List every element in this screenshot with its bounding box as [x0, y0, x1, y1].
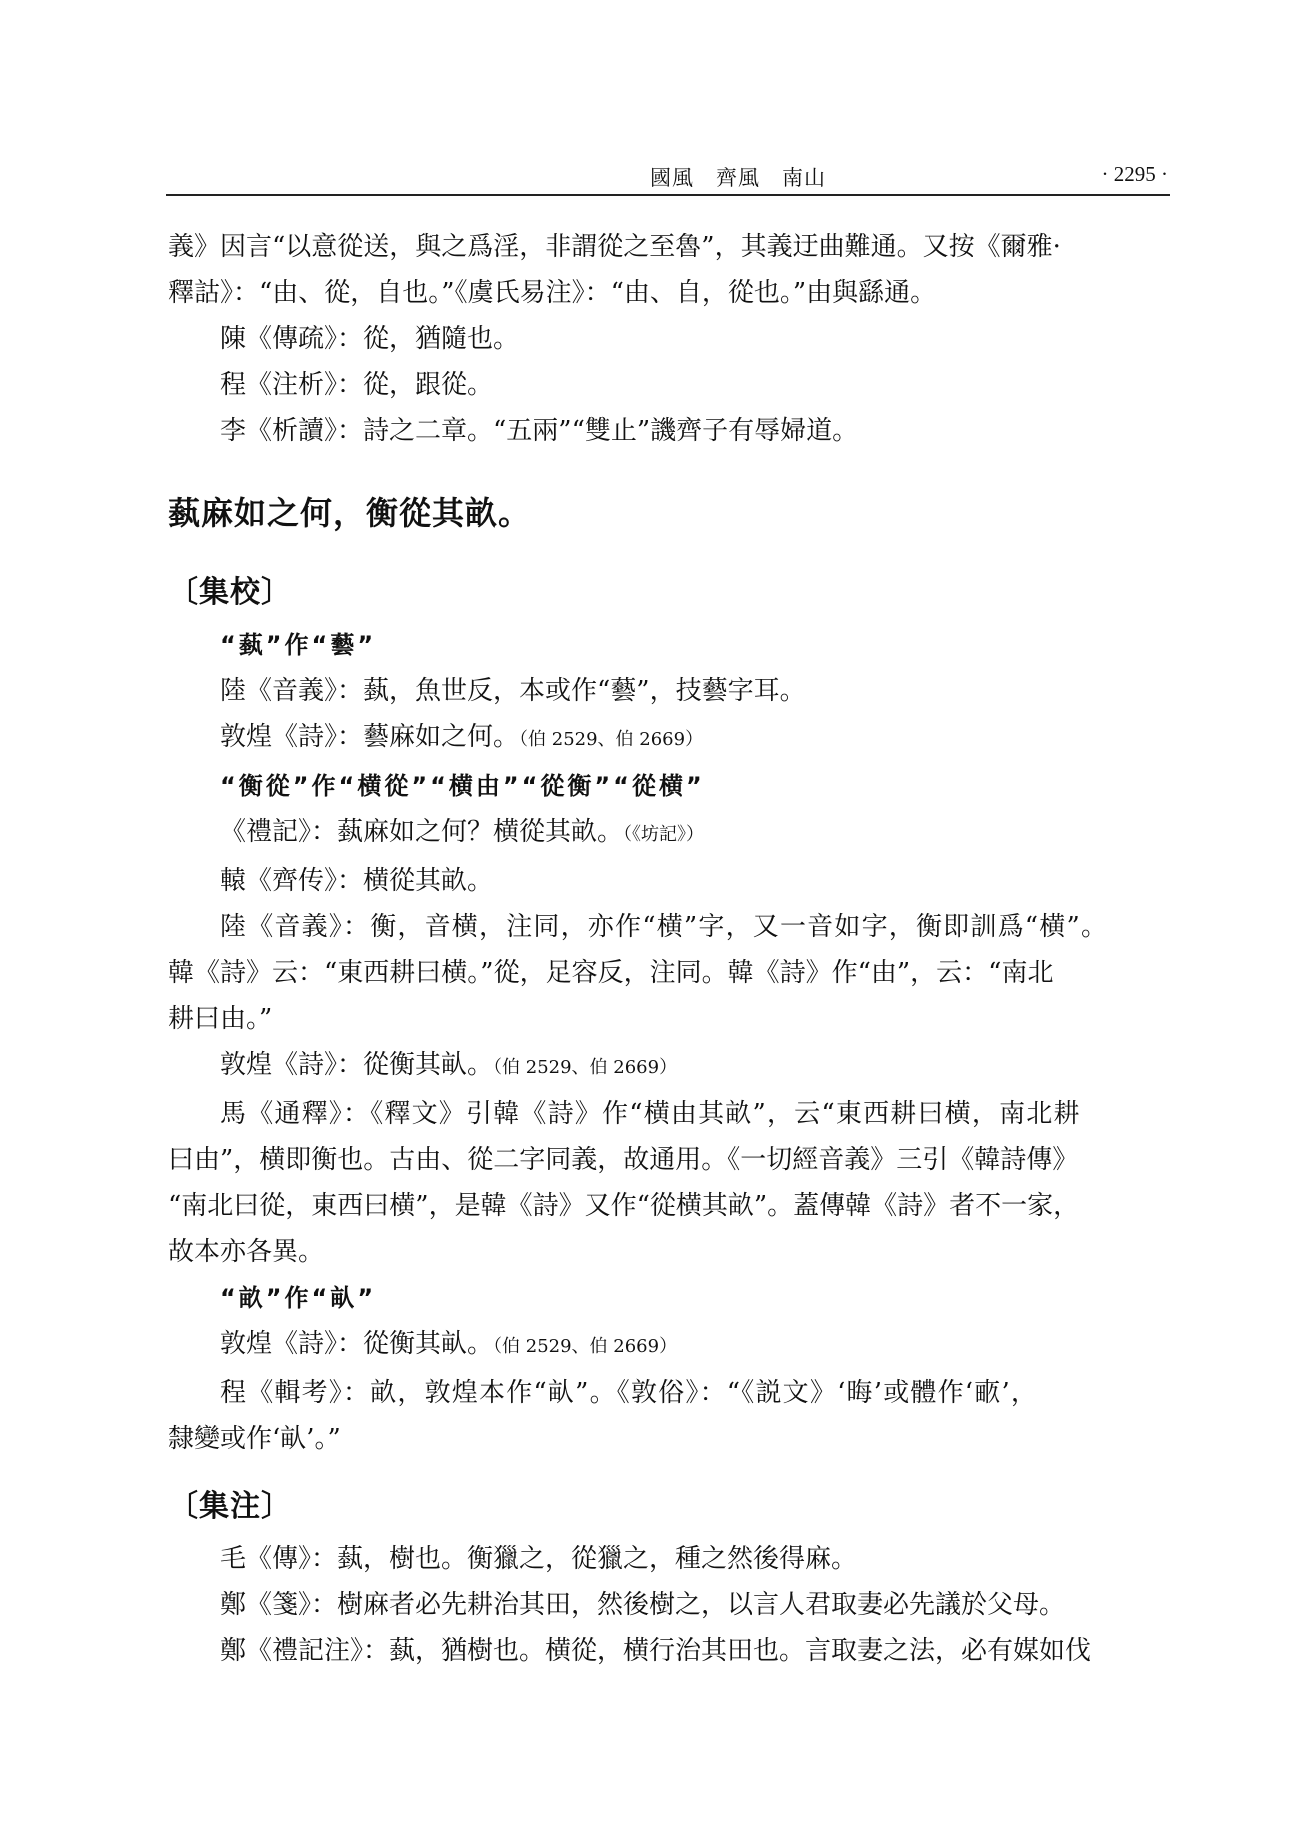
line-text: 〔集校〕 — [168, 575, 292, 610]
text-line — [168, 996, 1168, 1042]
text-line — [168, 1416, 1168, 1462]
line-text: 李《析讀》：詩之二章。“五兩”“雙止”譏齊子有辱婦道。 — [220, 416, 859, 446]
line-text: 陳《傳疏》：從，猶隨也。 — [220, 324, 520, 354]
source-note: （伯 2529、伯 2669） — [493, 1057, 678, 1078]
line-text: 韓《詩》云：“東西耕曰横。”從，足容反，注同。韓《詩》作“由”，云：“南北 — [168, 958, 1054, 988]
text-line — [168, 809, 1168, 858]
text-line — [168, 1536, 1168, 1582]
header-rule — [166, 194, 1170, 196]
line-text: 馬《通釋》：《釋文》引韓《詩》作“横由其畝”，云“東西耕曰横，南北耕 — [220, 1099, 1081, 1129]
text-line — [168, 408, 1168, 454]
line-text: “衡從”作“横從”“横由”“從衡”“從横” — [220, 772, 705, 800]
line-text: 義》因言“以意從送，與之爲淫，非謂從之至魯”，其義迂曲難通。又按《爾雅· — [168, 232, 1061, 262]
line-text: 釋詁》：“由、從，自也。”《虞氏易注》：“由、自，從也。”由與繇通。 — [168, 278, 937, 308]
text-line — [168, 270, 1168, 316]
text-line — [168, 858, 1168, 904]
line-text: 程《注析》：從，跟從。 — [220, 370, 494, 400]
line-text: 程《輯考》：畝，敦煌本作“畒”。《敦俗》：“《説文》‘晦’或體作‘畞’， — [220, 1378, 1039, 1408]
line-text: 轅《齊传》：横從其畝。 — [220, 866, 494, 896]
verse-heading — [168, 490, 1168, 536]
line-text: 隸變或作‘畒’。” — [168, 1424, 341, 1454]
text-line — [168, 1628, 1168, 1674]
text-line — [168, 1183, 1168, 1229]
text-body — [168, 224, 1168, 1674]
source-note: （伯 2529、伯 2669） — [519, 729, 704, 750]
text-line — [168, 316, 1168, 362]
line-text: 陸《音義》：衡，音横，注同，亦作“横”字，又一音如字，衡即訓爲“横”。 — [220, 912, 1109, 942]
line-text: 毛《傳》：蓺，樹也。衡獵之，從獵之，種之然後得麻。 — [220, 1544, 858, 1574]
line-text: 鄭《箋》：樹麻者必先耕治其田，然後樹之，以言人君取妻必先議於父母。 — [220, 1590, 1066, 1620]
text-line — [168, 904, 1168, 950]
text-line — [168, 668, 1168, 714]
line-text: 耕曰由。” — [168, 1004, 273, 1034]
line-text: 陸《音義》：蓺，魚世反，本或作“藝”，技藝字耳。 — [220, 676, 806, 706]
line-text: 敦煌《詩》：藝麻如之何。 — [220, 722, 520, 752]
text-line — [168, 1229, 1168, 1275]
text-line — [168, 1370, 1168, 1416]
line-text: 敦煌《詩》：從衡其畒。 — [220, 1329, 494, 1359]
line-text: “南北曰從，東西曰横”，是韓《詩》又作“從横其畝”。蓋傳韓《詩》者不一家， — [168, 1191, 1080, 1221]
section-heading — [168, 1484, 1168, 1530]
variant-subheading — [168, 763, 1168, 809]
line-text: 〔集注〕 — [168, 1489, 292, 1524]
text-line — [168, 950, 1168, 996]
source-note: （伯 2529、伯 2669） — [493, 1336, 678, 1357]
text-line — [168, 1582, 1168, 1628]
text-line — [168, 362, 1168, 408]
line-text: “蓺”作“藝” — [220, 631, 377, 659]
line-text: 鄭《禮記注》：蓺，猶樹也。横從，横行治其田也。言取妻之法，必有媒如伐 — [220, 1636, 1092, 1666]
line-text: 《禮記》：蓺麻如之何？横從其畝。 — [220, 817, 624, 847]
line-text: 敦煌《詩》：從衡其畒。 — [220, 1050, 494, 1080]
line-text: “畝”作“畒” — [220, 1284, 377, 1312]
variant-subheading — [168, 1275, 1168, 1321]
section-heading — [168, 570, 1168, 616]
line-text: 曰由”，横即衡也。古由、從二字同義，故通用。《一切經音義》三引《韓詩傳》 — [168, 1145, 1079, 1175]
page-number: · 2295 · — [1101, 162, 1168, 186]
source-note: （《坊記》） — [623, 824, 705, 845]
variant-subheading — [168, 622, 1168, 668]
text-line — [168, 1321, 1168, 1370]
page-header — [168, 158, 1168, 194]
text-line — [168, 1137, 1168, 1183]
text-line — [168, 1091, 1168, 1137]
line-text: 故本亦各異。 — [168, 1237, 325, 1267]
text-line — [168, 224, 1168, 270]
running-title: 國風 齊風 南山 — [650, 166, 826, 190]
text-line — [168, 1042, 1168, 1091]
text-line — [168, 714, 1168, 763]
line-text: 蓺麻如之何，衡從其畝。 — [168, 494, 532, 532]
